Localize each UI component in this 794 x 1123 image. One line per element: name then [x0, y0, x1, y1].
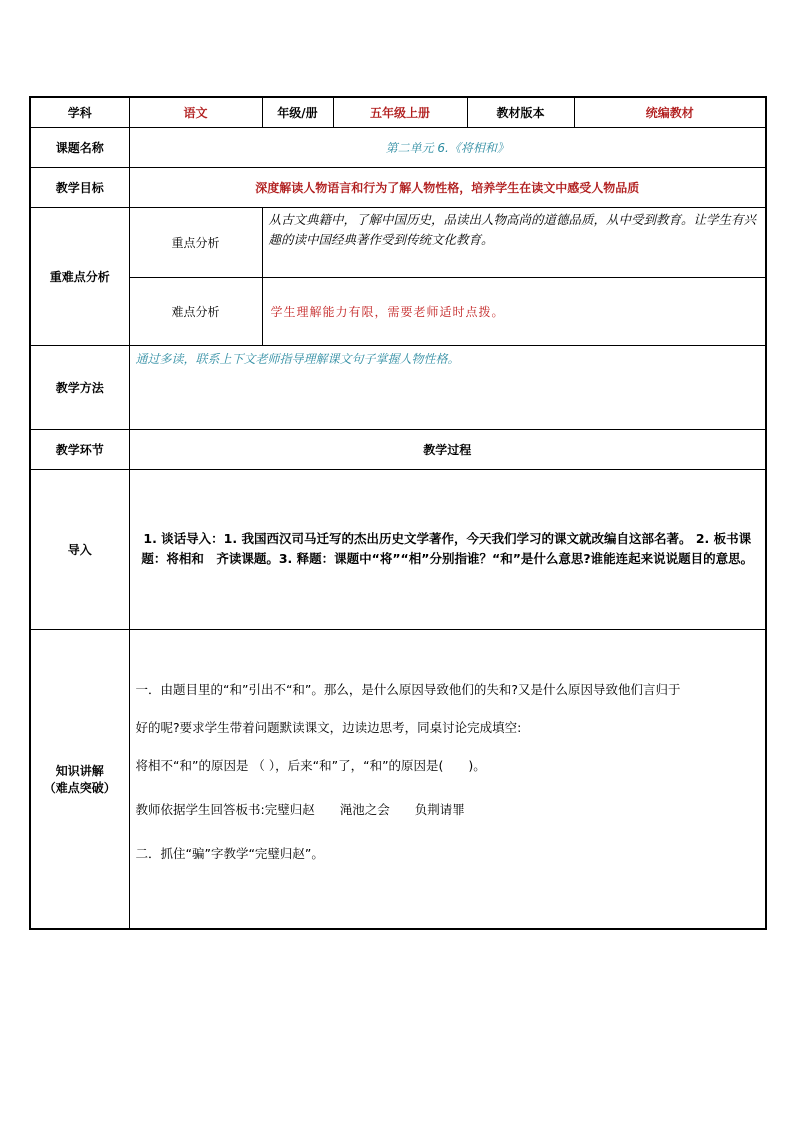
key-point-row: [30, 207, 766, 277]
knowledge-paragraph: 将相不“和”的原因是 （ ），后来“和”了，“和”的原因是( )。: [135, 757, 486, 773]
intro-row: [30, 469, 766, 629]
lesson-plan-table: [29, 96, 767, 930]
analysis-label: 重难点分析: [30, 207, 129, 345]
goal-row: [30, 167, 766, 207]
knowledge-row: [30, 629, 766, 929]
knowledge-paragraph: 一．由题目里的“和”引出不“和”。那么，是什么原因导致他们的失和?又是什么原因导致他们言归于: [135, 681, 681, 697]
teaching-goal-label: 教学目标: [30, 167, 129, 207]
knowledge-paragraph: 教师依据学生回答板书:完璧归赵 渑池之会 负荆请罪: [135, 801, 465, 817]
knowledge-label-line1: 知识讲解: [55, 763, 104, 778]
edition-value: 统编教材: [574, 97, 766, 127]
knowledge-paragraph: 二．抓住“骗”字教学“完璧归赵”。: [135, 845, 324, 861]
teaching-process-label: 教学过程: [129, 429, 766, 469]
knowledge-label: [30, 629, 129, 929]
key-point-label: 重点分析: [129, 207, 262, 277]
difficult-point-label: 难点分析: [129, 277, 262, 345]
header-row: [30, 97, 766, 127]
knowledge-content: [129, 629, 766, 929]
intro-label: 导入: [30, 469, 129, 629]
subject-label: 学科: [30, 97, 129, 127]
edition-label: 教材版本: [467, 97, 574, 127]
title-row: [30, 127, 766, 167]
subject-value: 语文: [129, 97, 262, 127]
process-header-row: [30, 429, 766, 469]
difficult-point-value: 学生理解能力有限，需要老师适时点拨。: [262, 277, 766, 345]
grade-value: 五年级上册: [333, 97, 467, 127]
difficult-point-row: [30, 277, 766, 345]
lesson-title-label: 课题名称: [30, 127, 129, 167]
teaching-method-label: 教学方法: [30, 345, 129, 429]
key-point-value: [262, 207, 766, 277]
teaching-stage-label: 教学环节: [30, 429, 129, 469]
key-point-text: 从古文典籍中，了解中国历史，品读出人物高尚的道德品质，从中受到教育。让学生有兴趣的读中国经典著作受到传统文化教育。: [268, 211, 757, 247]
lesson-title-value: 第二单元 6.《将相和》: [129, 127, 766, 167]
intro-text: 1. 谈话导入：1. 我国西汉司马迁写的杰出历史文学著作，今天我们学习的课文就改编自这部名著。 2. 板书课题：将相和 齐读课题。3. 释题：课题中“将”“相”分别指谁？“和”是什么意思?谁能连起来说说题目的意思。: [129, 469, 766, 629]
knowledge-paragraph: 好的呢?要求学生带着问题默读课文，边读边思考，同桌讨论完成填空:: [135, 719, 522, 735]
teaching-goal-value: 深度解读人物语言和行为了解人物性格，培养学生在读文中感受人物品质: [129, 167, 766, 207]
grade-label: 年级/册: [262, 97, 333, 127]
knowledge-label-line2: （难点突破）: [43, 780, 116, 795]
teaching-method-value: 通过多读，联系上下文老师指导理解课文句子掌握人物性格。: [129, 345, 766, 429]
method-row: [30, 345, 766, 429]
